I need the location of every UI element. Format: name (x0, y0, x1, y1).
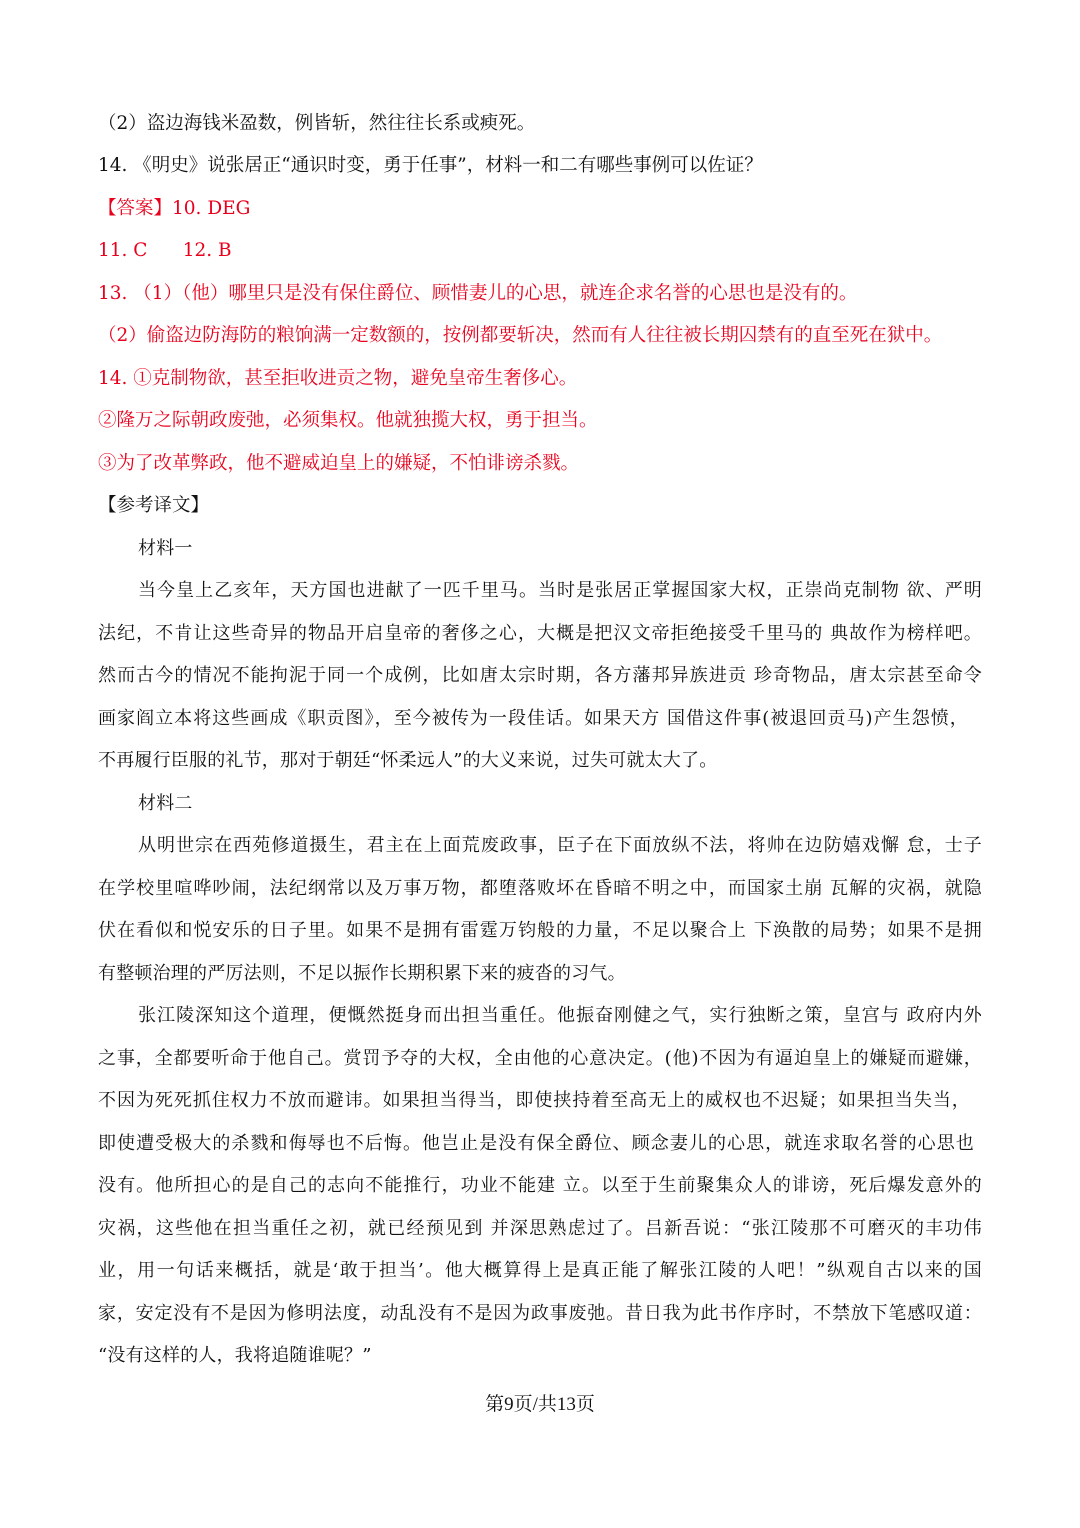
answer-13-part-1: 13. （1）（他）哪里只是没有保住爵位、顾惜妻儿的心思，就连企求名誉的心思也是没有的。 (98, 283, 858, 304)
material-2-line: 从明世宗在西苑修道摄生，君主在上面荒废政事，臣子在下面放纵不法，将帅在边防嬉戏懈 怠，士子 (138, 835, 982, 856)
translation-heading: 【参考译文】 (98, 495, 210, 516)
material-2-paragraph-2-line: 灾祸，这些他在担当重任之初，就已经预见到 并深思熟虑过了。吕新吾说：“张江陵那不可磨灭的丰功伟 (98, 1218, 982, 1239)
answer-line-10 (98, 196, 250, 222)
material-2-paragraph-2-line: 即使遭受极大的杀戮和侮辱也不后悔。他岂止是没有保全爵位、顾念妻儿的心思，就连求取名誉的心思也 (98, 1133, 974, 1154)
material-2-paragraph-2-line: 不因为死死抓住权力不放而避讳。如果担当得当，即使挟持着至高无上的威权也不迟疑；如果担当失当， (98, 1090, 970, 1111)
answer-14-point-3: ③为了改革弊政，他不避威迫皇上的嫌疑，不怕诽谤杀戮。 (98, 453, 580, 474)
material-1-line: 画家阎立本将这些画成《职贡图》，至今被传为一段佳话。如果天方 国借这件事(被退回贡马)产生怨愤， (98, 708, 968, 729)
answer-10: 10. DEG (172, 198, 251, 219)
material-2-line: 有整顿治理的严厉法则，不足以振作长期积累下来的疲沓的习气。 (98, 963, 626, 984)
answer-14-point-2: ②隆万之际朝政废弛，必须集权。他就独揽大权，勇于担当。 (98, 410, 598, 431)
answer-14-point-1: 14. ①克制物欲，甚至拒收进贡之物，避免皇帝生奢侈心。 (98, 368, 578, 389)
question-14: 14. 《明史》说张居正“通识时变，勇于任事”，材料一和二有哪些事例可以佐证？ (98, 155, 763, 176)
material-2-paragraph-2-line: 张江陵深知这个道理，便慨然挺身而出担当重任。他振奋刚健之气，实行独断之策，皇宫与 政府内外 (138, 1005, 982, 1026)
material-1-line: 不再履行臣服的礼节，那对于朝廷“怀柔远人”的大义来说，过失可就太大了。 (98, 750, 718, 771)
page-number: 第9页/共13页 (485, 1394, 595, 1415)
material-2-paragraph-2-line: 之事，全都要听命于他自己。赏罚予夺的大权，全由他的心意决定。(他)不因为有逼迫皇上的嫌疑而避嫌， (98, 1048, 982, 1069)
answer-13-part-2: （2）偷盗边防海防的粮饷满一定数额的，按例都要斩决，然而有人往往被长期囚禁有的直至死在狱中。 (98, 325, 943, 346)
material-2-paragraph-2-line: 业，用一句话来概括，就是‘敢于担当’。他大概算得上是真正能了解张江陵的人吧！”纵观自古以来的国 (98, 1260, 982, 1281)
material-1-title: 材料一 (138, 538, 193, 559)
material-2-line: 在学校里喧哗吵闹，法纪纲常以及万事万物，都堕落败坏在昏暗不明之中，而国家土崩 瓦解的灾祸，就隐 (98, 878, 982, 899)
material-1-line: 然而古今的情况不能拘泥于同一个成例，比如唐太宗时期，各方藩邦异族进贡 珍奇物品，唐太宗甚至命令 (98, 665, 982, 686)
material-1-line: 当今皇上乙亥年，天方国也进献了一匹千里马。当时是张居正掌握国家大权，正崇尚克制物 欲、严明 (138, 580, 982, 601)
answer-label: 【答案】 (98, 198, 173, 219)
answer-11-12: 11. C 12. B (98, 240, 232, 261)
material-2-paragraph-2-line: 家，安定没有不是因为修明法度，动乱没有不是因为政事废弛。昔日我为此书作序时，不禁放下笔感叹道： (98, 1303, 982, 1324)
material-2-line: 伏在看似和悦安乐的日子里。如果不是拥有雷霆万钧般的力量，不足以聚合上 下涣散的局势；如果不是拥 (98, 920, 982, 941)
material-2-paragraph-2-line: “没有这样的人，我将追随谁呢？” (98, 1345, 372, 1366)
material-2-paragraph-2-line: 没有。他所担心的是自己的志向不能推行，功业不能建 立。以至于生前聚集众人的诽谤，死后爆发意外的 (98, 1175, 982, 1196)
material-1-line: 法纪，不肯让这些奇异的物品开启皇帝的奢侈之心，大概是把汉文帝拒绝接受千里马的 典故作为榜样吧。 (98, 623, 982, 644)
question-13-part-2: （2）盗边海钱米盈数，例皆斩，然往往长系或瘐死。 (98, 113, 536, 134)
material-2-title: 材料二 (138, 793, 193, 814)
